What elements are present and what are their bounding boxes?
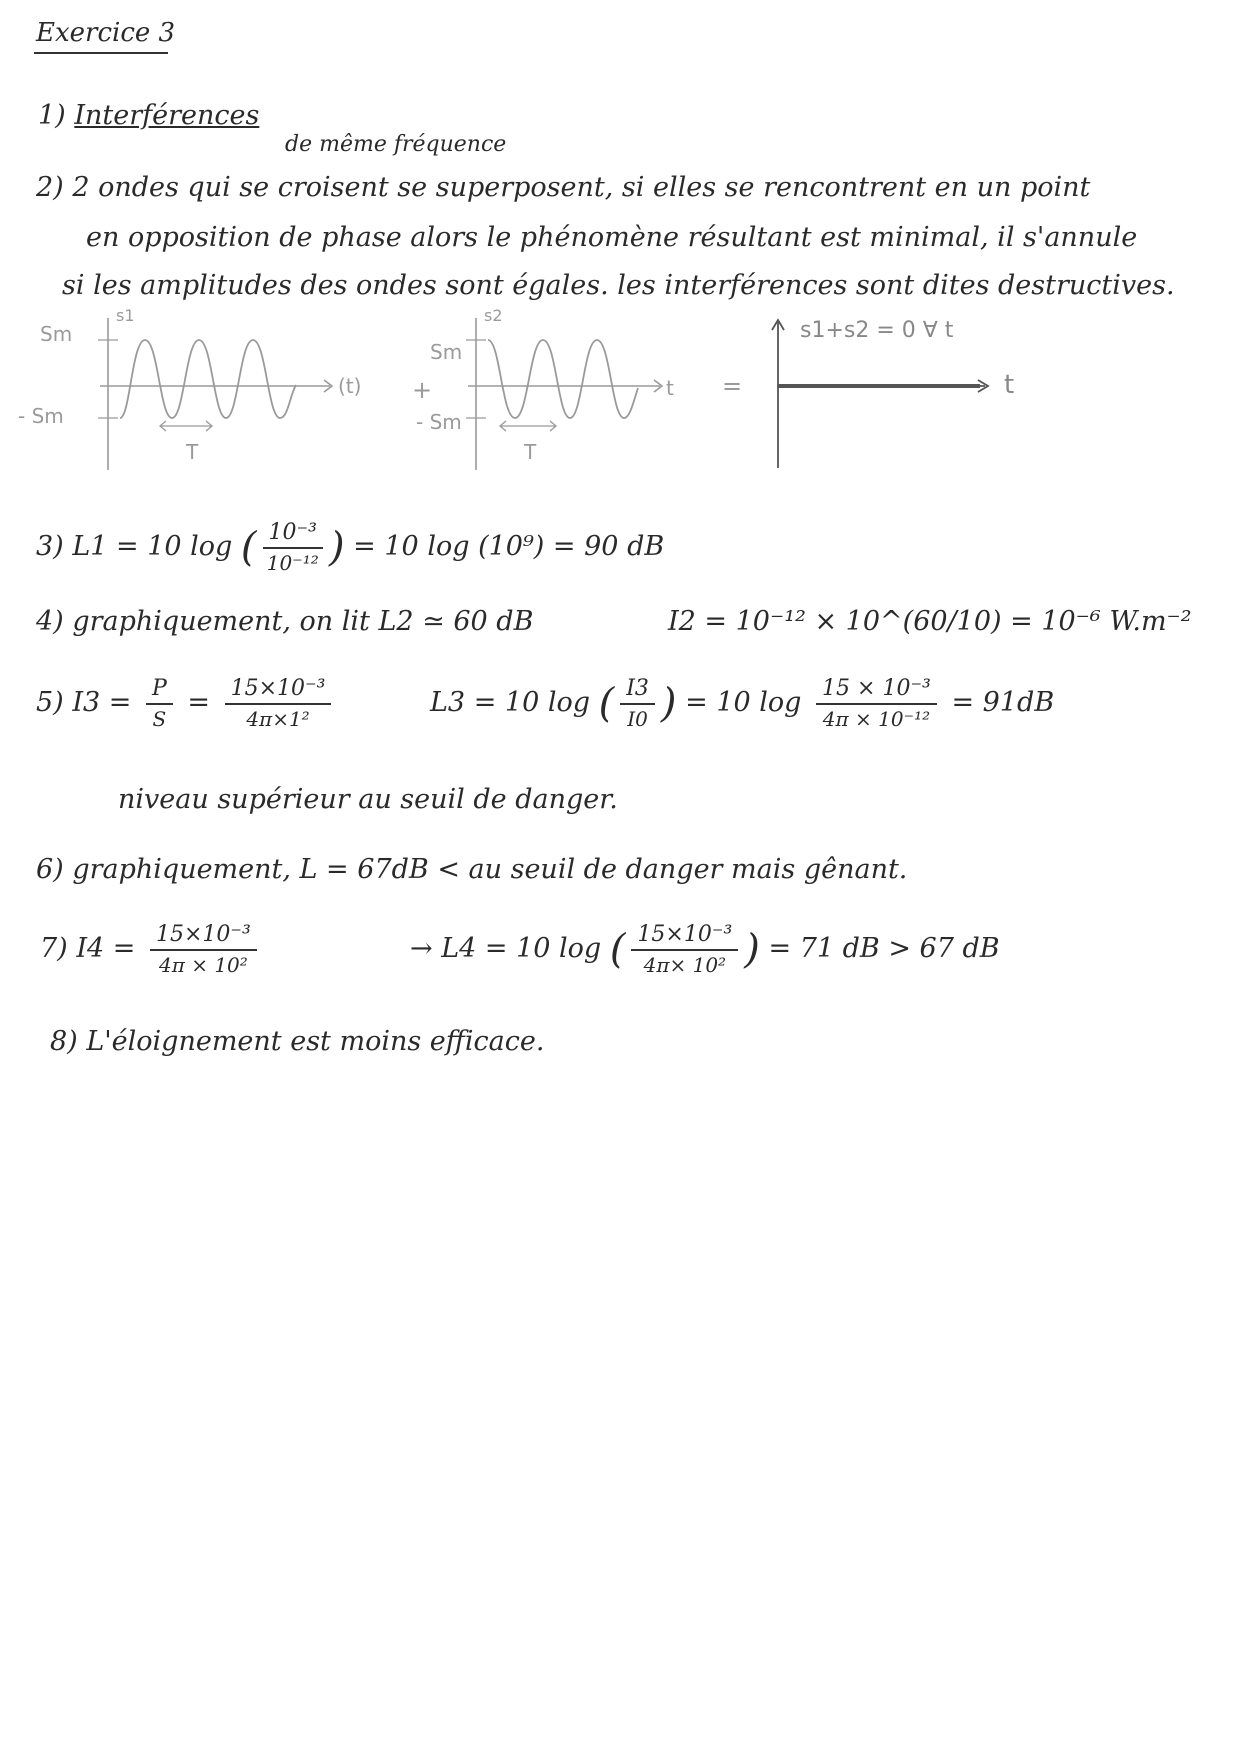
graph-2-sm-label: Sm — [430, 340, 463, 364]
graph-1-y-label: s1 — [116, 306, 135, 325]
question-7 — [40, 922, 263, 977]
plus-sign: + — [412, 376, 433, 404]
question-5-result: = 91dB — [951, 687, 1055, 718]
question-8 — [50, 1026, 544, 1057]
question-2-number: 2) — [36, 172, 64, 203]
question-5-i-ratio: $\frac{I3}{I0}$ — [620, 676, 655, 731]
title-underline — [34, 52, 168, 54]
question-4-text — [36, 606, 533, 637]
graph-1-x-label: (t) — [338, 374, 362, 398]
question-5-lhs: I3 = — [72, 687, 132, 718]
question-8-answer: L'éloignement est moins efficace. — [86, 1026, 545, 1057]
question-5-value-fraction: $\frac{\text{15×10⁻³}}{\text{4π×1²}}$ — [225, 676, 332, 731]
graph-2-wave — [488, 340, 638, 418]
graph-1-msm-label: - Sm — [18, 404, 64, 428]
question-2-line-3: si les amplitudes des ondes sont égales. les interférences sont dites destructives. — [62, 270, 1175, 301]
question-5-note: niveau supérieur au seuil de danger. — [118, 784, 618, 815]
graph-2-x-label: t — [666, 376, 674, 400]
question-5-number: 5) — [36, 687, 64, 718]
question-7-lhs: I4 = — [76, 933, 136, 964]
equals-sign: = — [722, 372, 743, 400]
question-5-log: = 10 log — [685, 687, 802, 718]
question-7-fraction: $\frac{\text{15×10⁻³}}{\text{4π × 10²}}$ — [150, 922, 257, 977]
question-1-answer: Interférences — [74, 100, 260, 131]
question-5-l3: L3 = 10 log — [430, 687, 591, 718]
question-7-log-fraction: $\frac{\text{15×10⁻³}}{\text{4π× 10²}}$ — [631, 922, 738, 977]
graph-1 — [98, 318, 332, 470]
question-2-line-1 — [36, 172, 1090, 203]
question-7-result: = 71 dB > 67 dB — [768, 933, 1000, 964]
question-3: 3) L1 = 10 log ( $\frac{\text{10⁻³}}{\text{10⁻¹²}}$ ) = 10 log (10⁹) = 90 dB — [36, 520, 665, 575]
exercise-title: Exercice 3 — [36, 18, 176, 48]
question-3-lhs: L1 = 10 log — [72, 531, 233, 562]
question-4-answer: graphiquement, on lit L2 ≃ 60 dB — [72, 606, 534, 637]
question-7-arrow: → L4 = 10 log — [410, 933, 602, 964]
question-7-level: → L4 = 10 log ( $\frac{\text{15×10⁻³}}{\text{4π× 10²}}$ ) = 71 dB > 67 dB — [410, 922, 1000, 977]
question-3-fraction: $\frac{\text{10⁻³}}{\text{10⁻¹²}}$ — [263, 520, 323, 575]
graph-1-wave — [120, 340, 296, 418]
question-1 — [38, 100, 259, 131]
graph-2-msm-label: - Sm — [416, 410, 462, 434]
graph-2 — [466, 318, 662, 470]
question-2-line-1-text: 2 ondes qui se croisent se superposent, si elles se rencontrent en un point — [72, 172, 1091, 203]
question-1-note: de même fréquence — [285, 132, 507, 157]
question-5-log-fraction: $\frac{\text{15 × 10⁻³}}{\text{4π × 10⁻¹²}}$ — [816, 676, 937, 731]
graph-1-sm-label: Sm — [40, 322, 73, 346]
question-3-number: 3) — [36, 531, 64, 562]
question-6-number: 6) — [36, 854, 64, 885]
question-5-ps-fraction: $\frac{P}{S}$ — [146, 676, 173, 731]
question-2-line-2: en opposition de phase alors le phénomène résultant est minimal, il s'annule — [86, 222, 1138, 253]
question-3-mid: = 10 log (10⁹) — [353, 531, 545, 562]
graph-3-x-label: t — [1004, 370, 1015, 400]
question-6 — [36, 854, 907, 885]
graph-3-y-label: s1+s2 = 0 ∀ t — [800, 318, 954, 343]
question-7-number: 7) — [40, 933, 68, 964]
question-8-number: 8) — [50, 1026, 78, 1057]
graph-2-period-label: T — [524, 440, 537, 464]
question-4-formula: I2 = 10⁻¹² × 10^(60/10) = 10⁻⁶ W.m⁻² — [668, 606, 1192, 637]
question-4-number: 4) — [36, 606, 64, 637]
question-3-result: = 90 dB — [552, 531, 665, 562]
question-6-answer: graphiquement, L = 67dB < au seuil de danger mais gênant. — [72, 854, 908, 885]
question-1-number: 1) — [38, 100, 66, 131]
graph-1-period-label: T — [186, 440, 199, 464]
graph-2-y-label: s2 — [484, 306, 503, 325]
question-5-intensity: 5) I3 = $\frac{P}{S}$ = $\frac{\text{15×10⁻³}}{\text{4π×1²}}$ — [36, 676, 337, 731]
question-5-level: L3 = 10 log ( $\frac{I3}{I0}$ ) = 10 log $\frac{\text{15 × 10⁻³}}{\text{4π × 10⁻¹²}}$ = 91dB — [430, 676, 1055, 731]
